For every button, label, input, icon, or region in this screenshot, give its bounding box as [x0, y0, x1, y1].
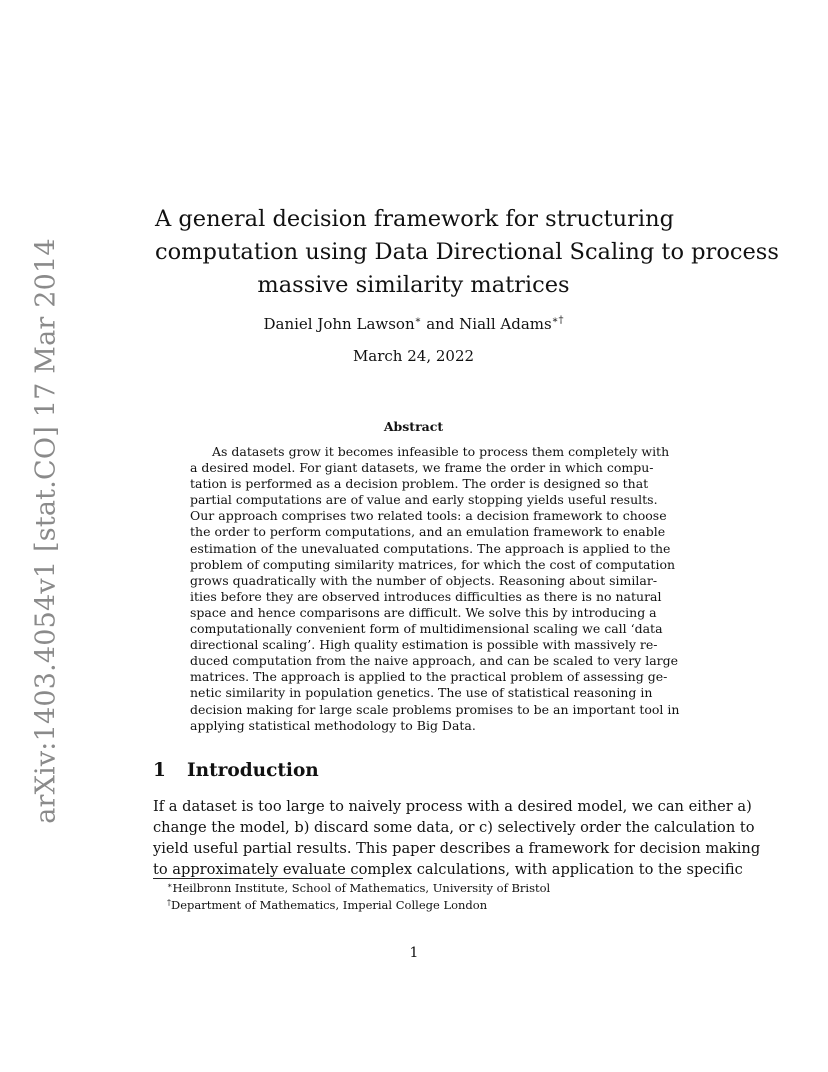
body-line: to approximately evaluate complex calculations, with application to the specific — [153, 861, 743, 878]
abstract-line: decision making for large scale problems promises to be an important tool in — [190, 701, 680, 717]
abstract-line: estimation of the unevaluated computations. The approach is applied to the — [190, 540, 671, 556]
footnote-text: Department of Mathematics, Imperial College London — [171, 897, 488, 912]
abstract-line: netic similarity in population genetics. The use of statistical reasoning in — [190, 685, 653, 701]
body-line: change the model, b) discard some data, or c) selectively order the calculation to — [153, 819, 755, 836]
abstract-line: problem of computing similarity matrices, for which the cost of computation — [190, 556, 676, 572]
body-line: If a dataset is too large to naively process with a desired model, we can either a) — [153, 798, 752, 815]
abstract-line: applying statistical methodology to Big Data. — [190, 717, 476, 733]
abstract-line: partial computations are of value and early stopping yields useful results. — [190, 492, 658, 508]
title-line: A general decision framework for structuring — [155, 206, 674, 232]
title-line: massive similarity matrices — [257, 272, 570, 298]
footnote-divider — [153, 878, 363, 879]
paper-date: March 24, 2022 — [352, 347, 475, 365]
author-name: Niall Adams — [459, 315, 552, 333]
footnote — [167, 880, 550, 897]
page-number: 1 — [409, 945, 419, 961]
abstract-line: a desired model. For giant datasets, we frame the order in which compu- — [190, 460, 654, 476]
arxiv-identifier-stamp: arXiv:1403.4054v1 [stat.CO] 17 Mar 2014 — [30, 238, 62, 824]
section-number: 1 — [153, 760, 166, 781]
section-heading — [153, 760, 319, 781]
abstract-text — [190, 444, 680, 734]
abstract-line: matrices. The approach is applied to the practical problem of assessing ge- — [190, 669, 668, 685]
abstract-line: As datasets grow it becomes infeasible to process them completely with — [212, 444, 670, 459]
author-list — [155, 313, 672, 335]
author-conjunction: and — [421, 315, 460, 333]
footnote-mark: † — [167, 897, 171, 907]
abstract-heading: Abstract — [383, 419, 444, 434]
abstract-line: tation is performed as a decision problem. The order is designed so that — [190, 476, 649, 492]
abstract-line: computationally convenient form of multidimensional scaling we call ‘data — [190, 621, 663, 637]
title-line: computation using Data Directional Scaling to process — [155, 239, 779, 265]
abstract-line: the order to perform computations, and an emulation framework to enable — [190, 524, 666, 540]
author-name: Daniel John Lawson — [263, 315, 415, 333]
section-title: Introduction — [187, 760, 319, 781]
abstract-line: directional scaling’. High quality estimation is possible with massively re- — [190, 637, 658, 653]
abstract-line: ities before they are observed introduces difficulties as there is no natural — [190, 588, 662, 604]
footnote — [167, 897, 550, 914]
introduction-text — [153, 796, 761, 880]
footnote-text: Heilbronn Institute, School of Mathematics, University of Bristol — [172, 881, 551, 895]
paper-title — [155, 203, 779, 302]
footnotes — [167, 880, 550, 913]
abstract-line: space and hence comparisons are difficult. We solve this by introducing a — [190, 604, 657, 620]
abstract-line: Our approach comprises two related tools: a decision framework to choose — [190, 508, 667, 524]
abstract-line: grows quadratically with the number of objects. Reasoning about similar- — [190, 572, 658, 588]
body-line: yield useful partial results. This paper describes a framework for decision making — [153, 840, 761, 857]
abstract-line: duced computation from the naive approach, and can be scaled to very large — [190, 653, 679, 669]
footnote-mark: ∗ — [414, 315, 422, 326]
footnote-mark: ∗ — [167, 881, 173, 890]
footnote-mark: ∗† — [551, 315, 564, 326]
